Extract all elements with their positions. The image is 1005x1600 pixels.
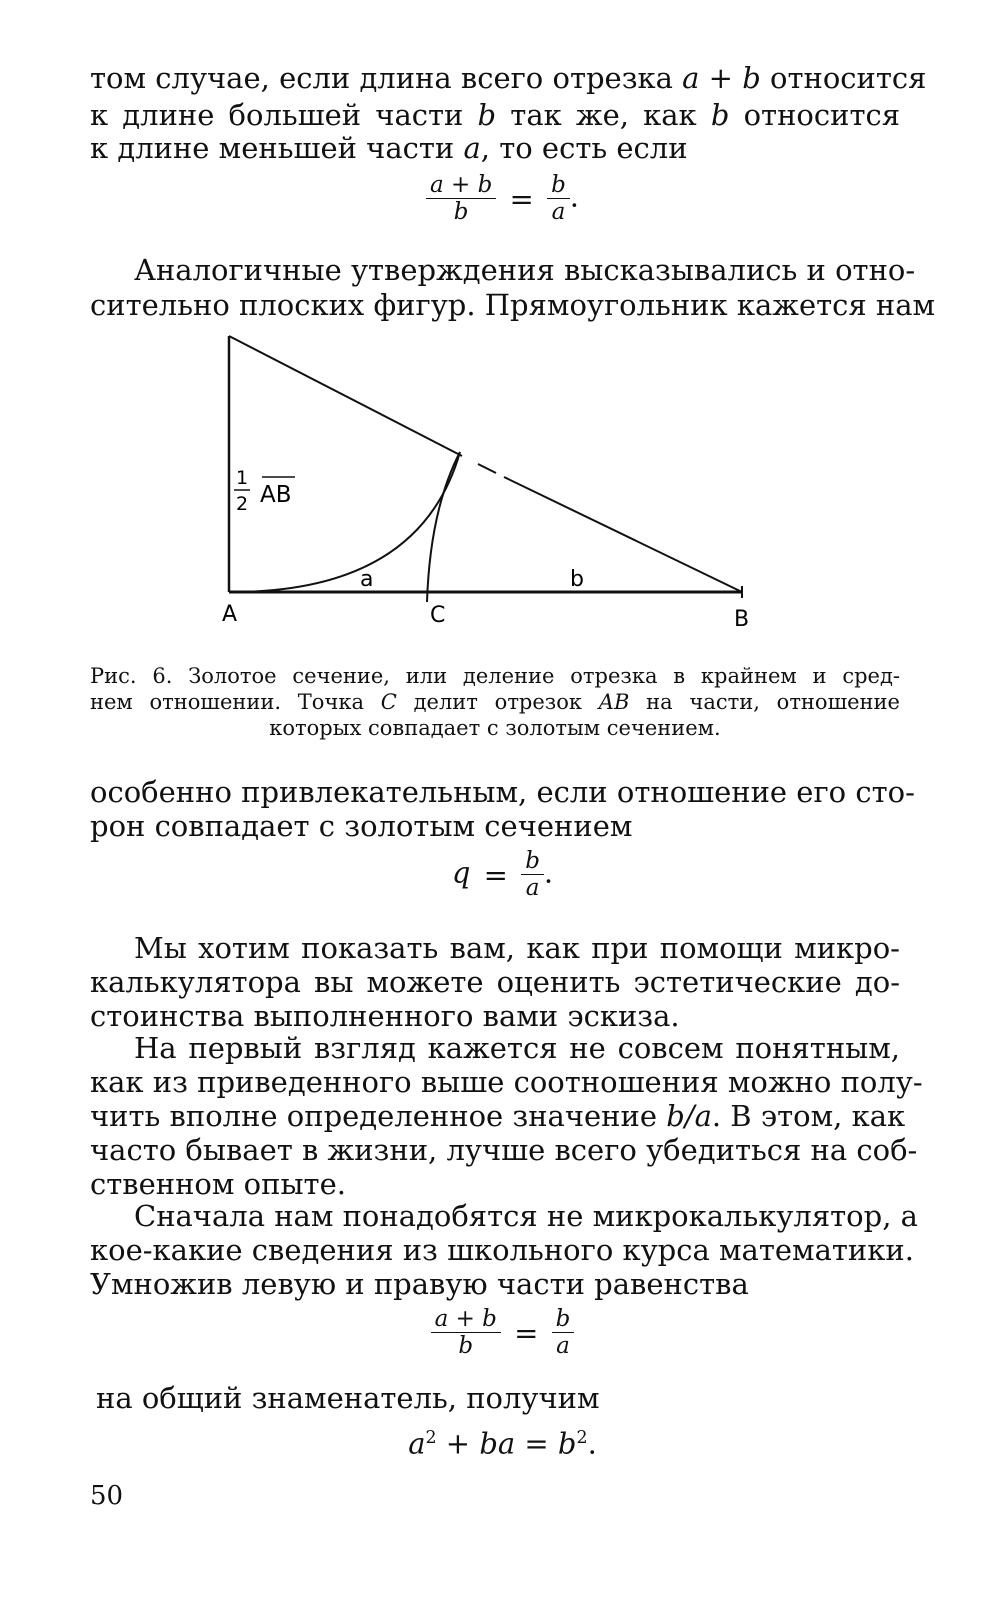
half-ab-label: AB	[260, 482, 292, 508]
figure-caption: Рис. 6. Золотое сечение, или деление отрезка в крайнем и сред-	[90, 664, 900, 688]
label-b: b	[570, 567, 584, 592]
text-line: особенно привлекательным, если отношение его сто-	[90, 775, 915, 809]
half-numerator: 1	[236, 467, 249, 489]
text-line: кое-какие сведения из школьного курса математики.	[90, 1233, 914, 1267]
arc-c	[427, 452, 460, 602]
text-line: рон совпадает с золотым сечением	[90, 809, 633, 843]
label-point-b: B	[734, 607, 750, 632]
formula-golden-ratio: $\frac{a + b}{b}$ = $\frac{b}{a}$ .	[0, 172, 1005, 225]
label-a: a	[360, 567, 374, 592]
text-line: Мы хотим показать вам, как при помощи микро-	[134, 931, 900, 965]
text-line: к длине меньшей части a, то есть если	[90, 131, 688, 165]
label-point-a: A	[222, 602, 238, 627]
text-line: ственном опыте.	[90, 1167, 346, 1201]
figure-caption: нем отношении. Точка C делит отрезок AB на части, отношение	[90, 690, 900, 714]
text-line: Сначала нам понадобятся не микрокалькулятор, а	[134, 1199, 918, 1233]
label-point-c: C	[430, 603, 446, 628]
text-line: стоинства выполненного вами эскиза.	[90, 999, 680, 1033]
hypotenuse-lower	[504, 477, 742, 592]
formula-q: q = $\frac{b}{a}$ .	[451, 848, 554, 901]
hypotenuse-upper	[229, 336, 462, 456]
text-line: чить вполне определенное значение b/a. В этом, как	[90, 1099, 906, 1133]
text-line: на общий знаменатель, получим	[96, 1381, 600, 1415]
text-line: к длине большей части b так же, как b относится	[90, 98, 901, 132]
half-denominator: 2	[236, 493, 249, 515]
figure-caption: которых совпадает с золотым сечением.	[269, 716, 721, 740]
golden-section-figure	[0, 330, 1005, 640]
text-line: калькулятора вы можете оценить эстетические до-	[90, 965, 900, 999]
text-line: как из приведенного выше соотношения можно полу-	[90, 1065, 923, 1099]
page-number: 50	[90, 1481, 124, 1511]
hypotenuse-dash	[478, 464, 496, 473]
text-line: том случае, если длина всего отрезка a + b относится	[90, 61, 927, 95]
text-line: Умножив левую и правую части равенства	[90, 1267, 749, 1301]
text-line: Аналогичные утверждения высказывались и отно-	[134, 253, 916, 287]
text-line: На первый взгляд кажется не совсем понятным,	[134, 1031, 900, 1065]
text-line: сительно плоских фигур. Прямоугольник кажется нам	[90, 288, 936, 322]
formula-golden-ratio-repeat: $\frac{a + b}{b}$ = $\frac{b}{a}$	[0, 1306, 1005, 1359]
formula-quadratic: $a^2$ + ba = $b^2$.	[408, 1426, 597, 1461]
arc-a	[232, 452, 460, 592]
text-line: часто бывает в жизни, лучше всего убедиться на соб-	[90, 1133, 918, 1167]
